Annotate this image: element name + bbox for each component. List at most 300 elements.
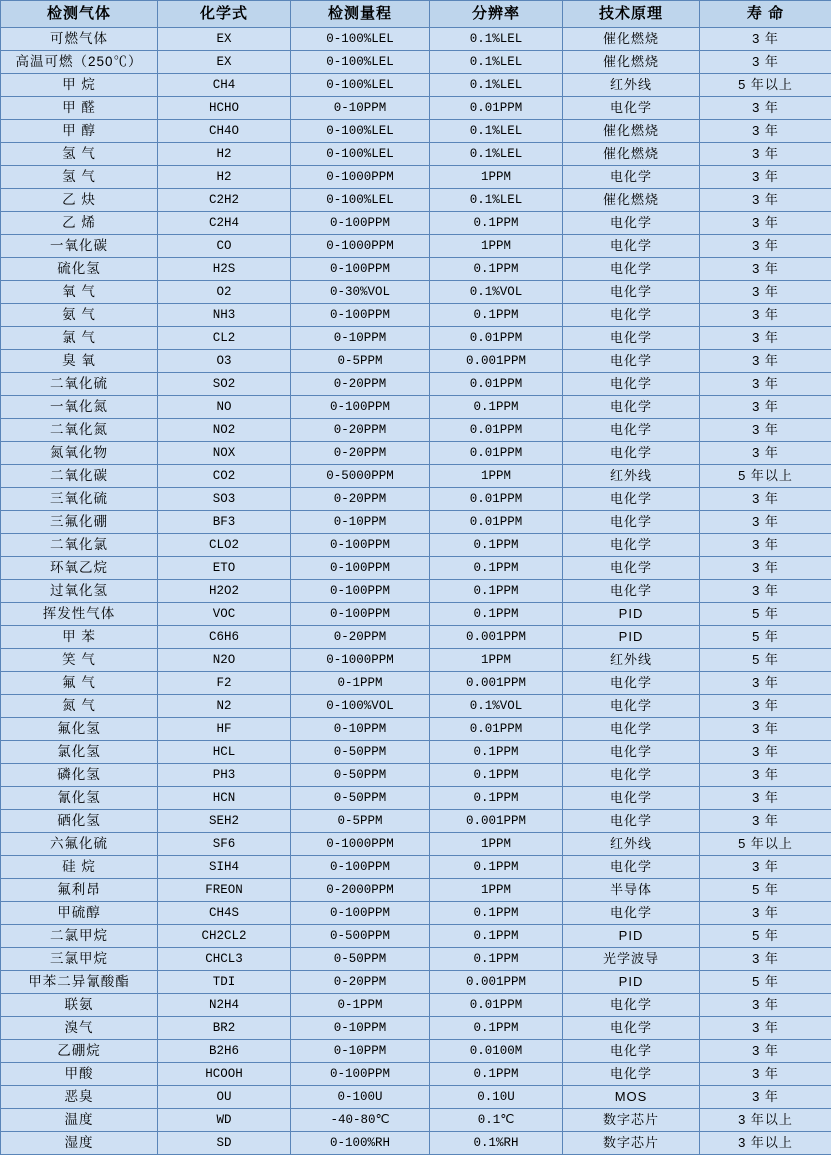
cell-range: 0-100%LEL <box>291 74 430 97</box>
column-header-resolution: 分辨率 <box>430 1 563 28</box>
cell-resolution: 0.10U <box>430 1086 563 1109</box>
cell-resolution: 0.1PPM <box>430 1017 563 1040</box>
cell-gas-name: 氨 气 <box>1 304 158 327</box>
cell-principle: PID <box>563 925 700 948</box>
cell-formula: NOX <box>158 442 291 465</box>
cell-range: 0-2000PPM <box>291 879 430 902</box>
cell-lifetime: 3 年 <box>700 488 831 511</box>
cell-gas-name: 磷化氢 <box>1 764 158 787</box>
cell-gas-name: 乙 烯 <box>1 212 158 235</box>
cell-range: 0-1000PPM <box>291 166 430 189</box>
cell-principle: 催化燃烧 <box>563 51 700 74</box>
table-row <box>1 327 831 350</box>
cell-resolution: 0.1%RH <box>430 1132 563 1155</box>
table-row <box>1 281 831 304</box>
cell-range: 0-100PPM <box>291 212 430 235</box>
cell-gas-name: 甲 烷 <box>1 74 158 97</box>
cell-resolution: 0.1%VOL <box>430 695 563 718</box>
table-row <box>1 695 831 718</box>
cell-resolution: 0.1PPM <box>430 902 563 925</box>
cell-formula: CLO2 <box>158 534 291 557</box>
cell-resolution: 0.001PPM <box>430 626 563 649</box>
cell-formula: CH2CL2 <box>158 925 291 948</box>
cell-range: 0-100PPM <box>291 534 430 557</box>
cell-formula: C2H4 <box>158 212 291 235</box>
cell-principle: 电化学 <box>563 1017 700 1040</box>
cell-range: 0-100PPM <box>291 396 430 419</box>
table-row <box>1 1132 831 1155</box>
cell-lifetime: 5 年 <box>700 626 831 649</box>
cell-lifetime: 3 年 <box>700 120 831 143</box>
cell-resolution: 0.01PPM <box>430 511 563 534</box>
cell-gas-name: 三氟化硼 <box>1 511 158 534</box>
cell-range: 0-1000PPM <box>291 833 430 856</box>
cell-range: 0-10PPM <box>291 511 430 534</box>
table-row <box>1 419 831 442</box>
cell-resolution: 1PPM <box>430 879 563 902</box>
cell-gas-name: 联氨 <box>1 994 158 1017</box>
cell-resolution: 0.1PPM <box>430 741 563 764</box>
cell-formula: EX <box>158 51 291 74</box>
cell-lifetime: 3 年 <box>700 1040 831 1063</box>
cell-range: 0-50PPM <box>291 764 430 787</box>
cell-formula: O2 <box>158 281 291 304</box>
cell-resolution: 0.1PPM <box>430 856 563 879</box>
cell-range: -40-80℃ <box>291 1109 430 1132</box>
table-row <box>1 166 831 189</box>
cell-principle: 电化学 <box>563 281 700 304</box>
cell-lifetime: 3 年 <box>700 51 831 74</box>
cell-range: 0-1PPM <box>291 994 430 1017</box>
cell-gas-name: 甲硫醇 <box>1 902 158 925</box>
cell-range: 0-1PPM <box>291 672 430 695</box>
cell-formula: B2H6 <box>158 1040 291 1063</box>
cell-gas-name: 六氟化硫 <box>1 833 158 856</box>
table-row <box>1 396 831 419</box>
cell-range: 0-50PPM <box>291 787 430 810</box>
cell-lifetime: 3 年以上 <box>700 1109 831 1132</box>
cell-formula: SF6 <box>158 833 291 856</box>
cell-lifetime: 3 年 <box>700 396 831 419</box>
table-row <box>1 603 831 626</box>
cell-formula: ETO <box>158 557 291 580</box>
cell-formula: HCN <box>158 787 291 810</box>
cell-formula: N2O <box>158 649 291 672</box>
cell-lifetime: 3 年以上 <box>700 1132 831 1155</box>
cell-principle: 电化学 <box>563 258 700 281</box>
cell-gas-name: 氮氧化物 <box>1 442 158 465</box>
cell-formula: N2H4 <box>158 994 291 1017</box>
cell-gas-name: 氟利昂 <box>1 879 158 902</box>
cell-gas-name: 三氧化硫 <box>1 488 158 511</box>
cell-lifetime: 5 年以上 <box>700 74 831 97</box>
cell-formula: C2H2 <box>158 189 291 212</box>
cell-principle: PID <box>563 626 700 649</box>
cell-resolution: 0.1%LEL <box>430 189 563 212</box>
cell-principle: MOS <box>563 1086 700 1109</box>
cell-range: 0-20PPM <box>291 419 430 442</box>
cell-range: 0-5PPM <box>291 810 430 833</box>
cell-resolution: 0.01PPM <box>430 97 563 120</box>
cell-principle: 电化学 <box>563 718 700 741</box>
cell-range: 0-10PPM <box>291 1017 430 1040</box>
cell-formula: NO <box>158 396 291 419</box>
cell-principle: 电化学 <box>563 235 700 258</box>
cell-range: 0-20PPM <box>291 488 430 511</box>
cell-range: 0-100PPM <box>291 557 430 580</box>
cell-gas-name: 高温可燃（250℃） <box>1 51 158 74</box>
table-row <box>1 994 831 1017</box>
cell-lifetime: 3 年 <box>700 1086 831 1109</box>
cell-gas-name: 甲 苯 <box>1 626 158 649</box>
cell-principle: 电化学 <box>563 856 700 879</box>
cell-gas-name: 氯 气 <box>1 327 158 350</box>
table-row <box>1 557 831 580</box>
cell-principle: 电化学 <box>563 212 700 235</box>
cell-principle: 电化学 <box>563 327 700 350</box>
cell-lifetime: 3 年 <box>700 902 831 925</box>
cell-formula: CL2 <box>158 327 291 350</box>
cell-formula: CO2 <box>158 465 291 488</box>
cell-range: 0-100%LEL <box>291 120 430 143</box>
column-header-gas: 检测气体 <box>1 1 158 28</box>
cell-formula: TDI <box>158 971 291 994</box>
cell-lifetime: 3 年 <box>700 856 831 879</box>
cell-gas-name: 甲苯二异氰酸酯 <box>1 971 158 994</box>
cell-range: 0-20PPM <box>291 442 430 465</box>
cell-principle: 红外线 <box>563 465 700 488</box>
cell-gas-name: 甲 醛 <box>1 97 158 120</box>
cell-formula: SIH4 <box>158 856 291 879</box>
table-row <box>1 626 831 649</box>
cell-resolution: 1PPM <box>430 166 563 189</box>
cell-lifetime: 3 年 <box>700 1017 831 1040</box>
table-row <box>1 649 831 672</box>
cell-lifetime: 3 年 <box>700 672 831 695</box>
table-row <box>1 672 831 695</box>
cell-principle: 电化学 <box>563 350 700 373</box>
cell-gas-name: 可燃气体 <box>1 28 158 51</box>
cell-gas-name: 硅 烷 <box>1 856 158 879</box>
cell-gas-name: 二氯甲烷 <box>1 925 158 948</box>
cell-formula: PH3 <box>158 764 291 787</box>
cell-principle: 红外线 <box>563 74 700 97</box>
cell-formula: H2 <box>158 143 291 166</box>
cell-principle: 红外线 <box>563 833 700 856</box>
cell-formula: WD <box>158 1109 291 1132</box>
cell-range: 0-100%LEL <box>291 51 430 74</box>
cell-lifetime: 3 年 <box>700 718 831 741</box>
cell-gas-name: 过氧化氢 <box>1 580 158 603</box>
cell-resolution: 1PPM <box>430 235 563 258</box>
table-row <box>1 1086 831 1109</box>
cell-resolution: 0.1%LEL <box>430 28 563 51</box>
cell-principle: 催化燃烧 <box>563 28 700 51</box>
table-row <box>1 304 831 327</box>
cell-lifetime: 3 年 <box>700 442 831 465</box>
table-row <box>1 189 831 212</box>
cell-formula: CH4 <box>158 74 291 97</box>
column-header-principle: 技术原理 <box>563 1 700 28</box>
cell-gas-name: 环氧乙烷 <box>1 557 158 580</box>
cell-range: 0-5000PPM <box>291 465 430 488</box>
cell-principle: 电化学 <box>563 373 700 396</box>
cell-principle: 催化燃烧 <box>563 189 700 212</box>
cell-lifetime: 3 年 <box>700 97 831 120</box>
cell-lifetime: 3 年 <box>700 350 831 373</box>
cell-formula: HCHO <box>158 97 291 120</box>
table-row <box>1 948 831 971</box>
cell-formula: NH3 <box>158 304 291 327</box>
cell-formula: FREON <box>158 879 291 902</box>
table-row <box>1 580 831 603</box>
table-row <box>1 925 831 948</box>
cell-gas-name: 甲酸 <box>1 1063 158 1086</box>
cell-lifetime: 3 年 <box>700 143 831 166</box>
cell-lifetime: 5 年 <box>700 879 831 902</box>
cell-lifetime: 3 年 <box>700 419 831 442</box>
cell-formula: SEH2 <box>158 810 291 833</box>
cell-lifetime: 3 年 <box>700 810 831 833</box>
table-row <box>1 1017 831 1040</box>
cell-lifetime: 3 年 <box>700 994 831 1017</box>
table-header-row <box>1 1 831 28</box>
cell-formula: SD <box>158 1132 291 1155</box>
cell-principle: PID <box>563 971 700 994</box>
cell-resolution: 1PPM <box>430 649 563 672</box>
cell-lifetime: 3 年 <box>700 534 831 557</box>
cell-range: 0-100PPM <box>291 258 430 281</box>
cell-gas-name: 氟化氢 <box>1 718 158 741</box>
cell-principle: 电化学 <box>563 994 700 1017</box>
cell-formula: OU <box>158 1086 291 1109</box>
cell-lifetime: 5 年 <box>700 603 831 626</box>
table-row <box>1 1109 831 1132</box>
cell-lifetime: 3 年 <box>700 235 831 258</box>
cell-formula: C6H6 <box>158 626 291 649</box>
cell-resolution: 0.1PPM <box>430 212 563 235</box>
cell-resolution: 0.1%LEL <box>430 74 563 97</box>
cell-resolution: 0.001PPM <box>430 810 563 833</box>
cell-range: 0-1000PPM <box>291 649 430 672</box>
cell-formula: CH4O <box>158 120 291 143</box>
cell-resolution: 0.01PPM <box>430 488 563 511</box>
cell-range: 0-500PPM <box>291 925 430 948</box>
cell-principle: 电化学 <box>563 695 700 718</box>
table-row <box>1 442 831 465</box>
cell-resolution: 0.01PPM <box>430 718 563 741</box>
cell-range: 0-100PPM <box>291 603 430 626</box>
table-row <box>1 833 831 856</box>
cell-principle: PID <box>563 603 700 626</box>
cell-principle: 电化学 <box>563 902 700 925</box>
cell-principle: 电化学 <box>563 419 700 442</box>
cell-resolution: 1PPM <box>430 833 563 856</box>
cell-principle: 催化燃烧 <box>563 120 700 143</box>
cell-gas-name: 笑 气 <box>1 649 158 672</box>
cell-gas-name: 臭 氧 <box>1 350 158 373</box>
cell-gas-name: 氟 气 <box>1 672 158 695</box>
cell-principle: 光学波导 <box>563 948 700 971</box>
column-header-formula: 化学式 <box>158 1 291 28</box>
table-row <box>1 534 831 557</box>
cell-lifetime: 3 年 <box>700 212 831 235</box>
cell-resolution: 0.1%VOL <box>430 281 563 304</box>
table-row <box>1 74 831 97</box>
cell-principle: 电化学 <box>563 442 700 465</box>
cell-resolution: 0.1PPM <box>430 1063 563 1086</box>
cell-resolution: 0.1%LEL <box>430 120 563 143</box>
cell-resolution: 0.1PPM <box>430 580 563 603</box>
table-row <box>1 235 831 258</box>
cell-range: 0-20PPM <box>291 626 430 649</box>
cell-range: 0-10PPM <box>291 97 430 120</box>
cell-formula: HCL <box>158 741 291 764</box>
cell-resolution: 0.01PPM <box>430 327 563 350</box>
table-row <box>1 856 831 879</box>
cell-resolution: 1PPM <box>430 465 563 488</box>
cell-principle: 电化学 <box>563 672 700 695</box>
cell-principle: 电化学 <box>563 511 700 534</box>
cell-range: 0-100PPM <box>291 1063 430 1086</box>
cell-resolution: 0.1PPM <box>430 603 563 626</box>
cell-lifetime: 3 年 <box>700 28 831 51</box>
cell-gas-name: 硫化氢 <box>1 258 158 281</box>
table-header <box>1 1 831 28</box>
cell-resolution: 0.01PPM <box>430 442 563 465</box>
cell-range: 0-1000PPM <box>291 235 430 258</box>
cell-lifetime: 5 年 <box>700 649 831 672</box>
table-row <box>1 258 831 281</box>
cell-formula: SO3 <box>158 488 291 511</box>
cell-resolution: 0.1PPM <box>430 948 563 971</box>
cell-lifetime: 3 年 <box>700 166 831 189</box>
cell-resolution: 0.1PPM <box>430 304 563 327</box>
cell-principle: 电化学 <box>563 741 700 764</box>
cell-principle: 数字芯片 <box>563 1109 700 1132</box>
cell-formula: H2 <box>158 166 291 189</box>
table-row <box>1 1063 831 1086</box>
table-row <box>1 1040 831 1063</box>
table-row <box>1 465 831 488</box>
cell-formula: CH4S <box>158 902 291 925</box>
cell-gas-name: 二氧化硫 <box>1 373 158 396</box>
cell-resolution: 0.1PPM <box>430 557 563 580</box>
cell-formula: HF <box>158 718 291 741</box>
cell-range: 0-50PPM <box>291 741 430 764</box>
cell-resolution: 0.1PPM <box>430 925 563 948</box>
cell-principle: 电化学 <box>563 304 700 327</box>
cell-gas-name: 氮 气 <box>1 695 158 718</box>
cell-resolution: 0.1℃ <box>430 1109 563 1132</box>
table-row <box>1 879 831 902</box>
cell-formula: H2O2 <box>158 580 291 603</box>
cell-gas-name: 一氧化氮 <box>1 396 158 419</box>
table-row <box>1 902 831 925</box>
cell-principle: 电化学 <box>563 580 700 603</box>
cell-resolution: 0.001PPM <box>430 672 563 695</box>
table-row <box>1 511 831 534</box>
cell-lifetime: 3 年 <box>700 304 831 327</box>
cell-resolution: 0.1PPM <box>430 764 563 787</box>
cell-principle: 电化学 <box>563 534 700 557</box>
cell-gas-name: 甲 醇 <box>1 120 158 143</box>
cell-gas-name: 一氧化碳 <box>1 235 158 258</box>
cell-resolution: 0.1%LEL <box>430 143 563 166</box>
cell-range: 0-100%RH <box>291 1132 430 1155</box>
table-row <box>1 764 831 787</box>
cell-formula: VOC <box>158 603 291 626</box>
cell-gas-name: 硒化氢 <box>1 810 158 833</box>
table-row <box>1 787 831 810</box>
cell-resolution: 0.01PPM <box>430 994 563 1017</box>
cell-range: 0-100%LEL <box>291 189 430 212</box>
cell-lifetime: 3 年 <box>700 327 831 350</box>
cell-gas-name: 湿度 <box>1 1132 158 1155</box>
cell-principle: 电化学 <box>563 787 700 810</box>
cell-gas-name: 三氯甲烷 <box>1 948 158 971</box>
cell-range: 0-100PPM <box>291 304 430 327</box>
table-row <box>1 120 831 143</box>
table-row <box>1 97 831 120</box>
cell-formula: CO <box>158 235 291 258</box>
cell-principle: 电化学 <box>563 1040 700 1063</box>
table-row <box>1 810 831 833</box>
cell-principle: 电化学 <box>563 764 700 787</box>
table-row <box>1 488 831 511</box>
column-header-lifetime: 寿 命 <box>700 1 831 28</box>
table-row <box>1 212 831 235</box>
cell-formula: NO2 <box>158 419 291 442</box>
cell-lifetime: 5 年 <box>700 925 831 948</box>
cell-formula: BF3 <box>158 511 291 534</box>
table-row <box>1 28 831 51</box>
cell-principle: 催化燃烧 <box>563 143 700 166</box>
table-row <box>1 971 831 994</box>
table-row <box>1 350 831 373</box>
cell-range: 0-5PPM <box>291 350 430 373</box>
cell-gas-name: 溴气 <box>1 1017 158 1040</box>
cell-principle: 电化学 <box>563 97 700 120</box>
table-body <box>1 28 831 1155</box>
cell-resolution: 0.01PPM <box>430 419 563 442</box>
cell-principle: 电化学 <box>563 166 700 189</box>
cell-lifetime: 3 年 <box>700 557 831 580</box>
cell-gas-name: 二氧化氯 <box>1 534 158 557</box>
cell-range: 0-50PPM <box>291 948 430 971</box>
cell-lifetime: 3 年 <box>700 741 831 764</box>
cell-range: 0-10PPM <box>291 327 430 350</box>
cell-gas-name: 氧 气 <box>1 281 158 304</box>
cell-formula: O3 <box>158 350 291 373</box>
cell-gas-name: 乙硼烷 <box>1 1040 158 1063</box>
cell-formula: SO2 <box>158 373 291 396</box>
cell-range: 0-100PPM <box>291 902 430 925</box>
cell-lifetime: 5 年 <box>700 971 831 994</box>
cell-range: 0-100%LEL <box>291 28 430 51</box>
cell-principle: 电化学 <box>563 557 700 580</box>
cell-range: 0-10PPM <box>291 718 430 741</box>
cell-lifetime: 3 年 <box>700 189 831 212</box>
cell-resolution: 0.01PPM <box>430 373 563 396</box>
cell-range: 0-100%LEL <box>291 143 430 166</box>
cell-formula: CHCL3 <box>158 948 291 971</box>
cell-lifetime: 3 年 <box>700 258 831 281</box>
cell-gas-name: 二氧化氮 <box>1 419 158 442</box>
cell-resolution: 0.001PPM <box>430 350 563 373</box>
cell-range: 0-100U <box>291 1086 430 1109</box>
cell-gas-name: 氢 气 <box>1 166 158 189</box>
